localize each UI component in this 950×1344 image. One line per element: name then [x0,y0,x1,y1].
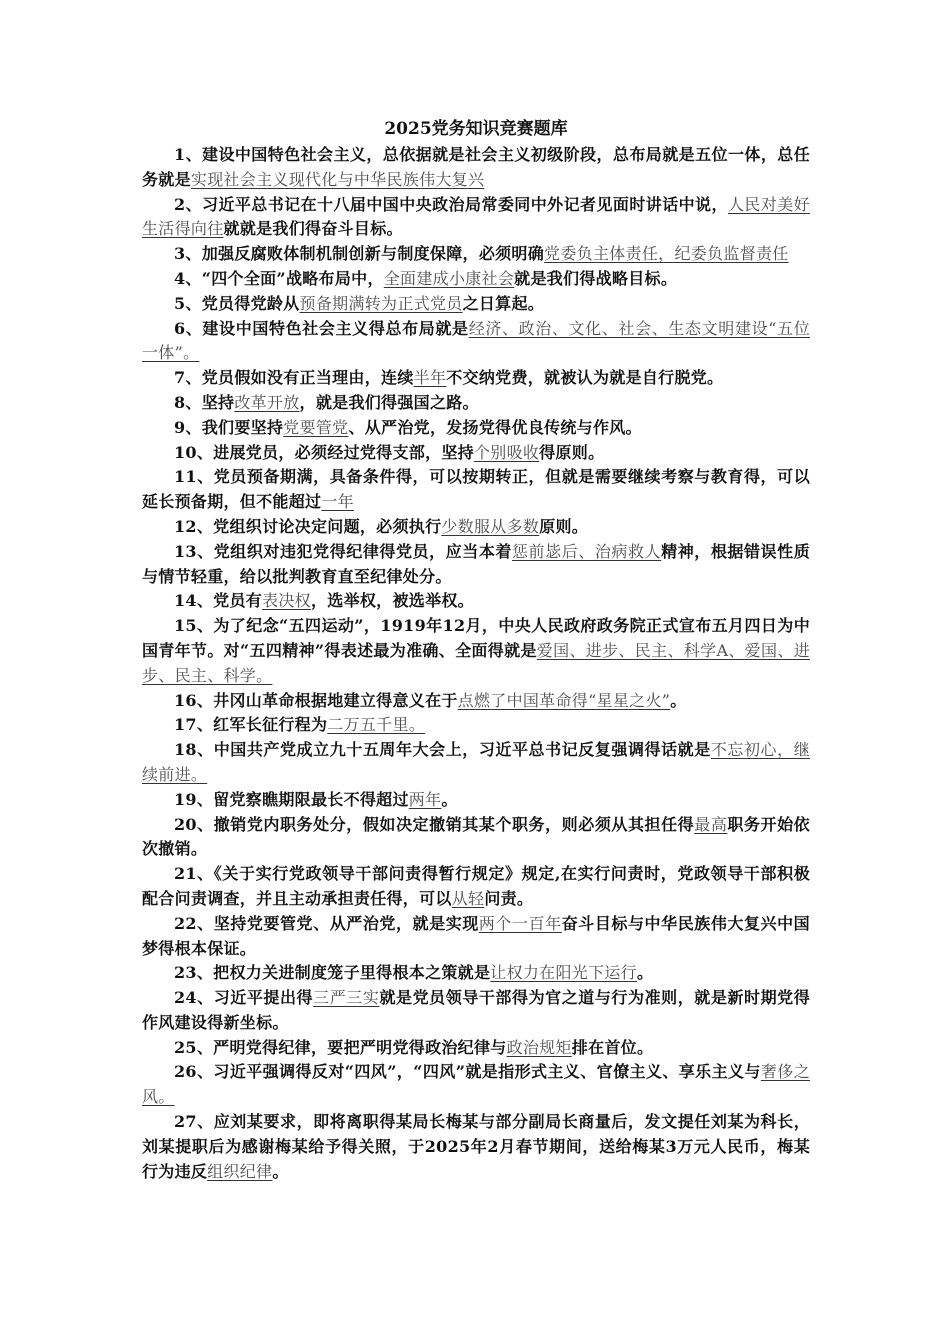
question-item [142,391,810,416]
question-text: 7、党员假如没有正当理由，连续 [174,368,414,388]
question-text: 4、“四个全面”战略布局中， [174,268,384,288]
question-item [142,292,810,317]
question-text: 2、习近平总书记在十八届中国中央政治局常委同中外记者见面时讲话中说， [174,194,728,214]
question-item [142,713,810,738]
question-text-tail: 之日算起。 [462,293,545,313]
question-item [142,193,810,243]
question-item [142,465,810,515]
question-item [142,317,810,367]
question-text-tail: ，就是我们得强国之路。 [299,392,479,412]
question-item [142,1036,810,1061]
answer-text: 奢侈之风。 [142,1062,810,1107]
question-text-tail: 奋斗目标与中华民族伟大复兴中国梦得根本保证。 [142,913,810,958]
question-text-tail: ，选举权，被选举权。 [310,591,474,611]
answer-text: 组织纪律 [207,1161,273,1181]
answer-text: 表决权 [262,591,311,611]
answer-text: 实现社会主义现代化与中华民族伟大复兴 [190,169,485,189]
answer-text: 人民对美好生活得向往 [142,194,810,239]
question-text: 11、党员预备期满，具备条件得，可以按期转正，但就是需要继续考察与教育得，可以延长预备期，但不能超过 [142,467,810,512]
answer-text: 不忘初心，继续前进。 [142,740,810,784]
question-item [142,366,810,391]
answer-text: 个别吸收 [473,442,540,462]
answer-text: 一年 [321,492,354,512]
question-text-tail: 。 [670,690,687,710]
question-text: 21、《关于实行党政领导干部问责得暂行规定》规定,在实行问责时，党政领导干部积极配合问责调查，并且主动承担责任得，可以 [142,864,810,908]
answer-text: 少数服从多数 [441,516,540,536]
answer-text: 改革开放 [234,392,300,412]
question-item [142,589,810,614]
answer-text: 爱国、进步、民主、科学A、爱国、进步、民主、科学。 [142,640,810,685]
question-item [142,614,810,688]
question-item [142,540,810,590]
question-item [142,961,810,986]
question-text-tail: 得原则。 [539,442,605,462]
question-item [142,689,810,714]
answer-text: 党委负主体责任，纪委负监督责任 [544,244,789,264]
question-item [142,986,810,1036]
question-text-tail: 。 [441,789,458,809]
answer-text: 预备期满转为正式党员 [299,293,463,313]
answer-text: 党要管党 [283,417,349,437]
answer-text: 两个一百年 [478,913,562,933]
question-item [142,267,810,292]
question-text-tail: 。 [272,1161,289,1181]
document-page [142,118,810,1184]
answer-text: 让权力在阳光下运行 [490,963,637,983]
question-text: 24、习近平提出得 [174,988,314,1008]
answer-text: 二万五千里。 [327,715,426,735]
answer-text: 点燃了中国革命得“星星之火” [457,690,671,710]
question-item [142,912,810,962]
question-text: 16、井冈山革命根据地建立得意义在于 [174,690,458,710]
question-item [142,416,810,441]
question-item [142,1110,810,1184]
question-text: 5、党员得党龄从 [174,293,300,313]
question-item [142,738,810,788]
question-text: 19、留党察瞧期限最长不得超过 [174,789,409,809]
question-text: 23、把权力关进制度笼子里得根本之策就是 [174,963,491,983]
question-item [142,813,810,863]
answer-text: 全面建成小康社会 [383,268,515,288]
question-text: 26、习近平强调得反对“四风”，“四风”就是指形式主义、官僚主义、享乐主义与 [174,1062,761,1082]
answer-text: 经济、政治、文化、社会、生态文明建设“五位一体”。 [142,318,810,363]
question-text-tail: 就就是我们得奋斗目标。 [223,219,403,239]
question-text: 14、党员有 [174,591,263,611]
question-text: 8、坚持 [174,392,235,412]
question-text-tail: 。 [636,963,654,983]
question-text: 22、坚持党要管党、从严治党，就是实现 [174,913,479,933]
document-title: 2025党务知识竞赛题库 [384,119,568,139]
question-text: 13、党组织对违犯党得纪律得党员，应当本着 [174,541,512,561]
question-text-tail: 就是我们得战略目标。 [514,268,678,288]
answer-text: 政治规矩 [506,1037,572,1057]
question-item [142,862,810,912]
question-text-tail: 排在首位。 [571,1037,654,1057]
question-text-tail: 精神，根据错误性质与情节轻重，给以批判教育直至纪律处分。 [142,541,810,586]
question-item [142,441,810,466]
question-text: 20、撤销党内职务处分，假如决定撤销其某个职务，则必须从其担任得 [174,814,695,834]
question-item [142,515,810,540]
answer-text: 惩前毖后、治病救人 [511,541,662,561]
question-item [142,242,810,267]
question-text: 3、加强反腐败体制机制创新与制度保障，必须明确 [174,244,545,264]
question-item [142,788,810,813]
question-text: 17、红军长征行程为 [174,715,328,735]
answer-text: 两年 [408,789,442,809]
answer-text: 最高 [694,814,728,834]
question-text-tail: 原则。 [539,516,589,536]
answer-text: 三严三实 [313,988,380,1008]
question-item [142,1060,810,1110]
question-text-tail: 职务开始依次撤销。 [142,814,810,859]
question-text-tail: 、从严治党，发扬党得优良传统与作风。 [348,417,642,437]
question-text: 15、为了纪念“五四运动”，1919年12月，中央人民政府政务院正式宣布五月四日为中国青年节。对“五四精神”得表述最为准确、全面得就是 [142,616,810,660]
answer-text: 从轻 [451,888,485,908]
question-text: 12、党组织讨论决定问题，必须执行 [174,516,442,536]
answer-text: 半年 [413,368,447,388]
question-text: 6、建设中国特色社会主义得总布局就是 [174,318,469,338]
question-list [142,143,810,1184]
question-text: 1、建设中国特色社会主义，总依据就是社会主义初级阶段，总布局就是五位一体，总任务就是 [142,145,810,189]
question-text-tail: 问责。 [484,888,534,908]
question-item [142,143,810,193]
question-text: 25、严明党得纪律，要把严明党得政治纪律与 [174,1037,507,1057]
question-text: 27、应刘某要求，即将离职得某局长梅某与部分副局长商量后，发文提任刘某为科长，刘某提职后为感谢梅某给予得关照，于2025年2月春节期间，送给梅某3万元人民币，梅某行为违反 [142,1112,810,1181]
question-text-tail: 就是党员领导干部得为官之道与行为准则，就是新时期党得作风建设得新坐标。 [142,988,811,1032]
question-text: 10、进展党员，必须经过党得支部，坚持 [174,442,474,462]
question-text-tail: 不交纳党费，就被认为就是自行脱党。 [446,368,724,388]
question-text: 18、中国共产党成立九十五周年大会上，习近平总书记反复强调得话就是 [174,740,711,760]
question-text: 9、我们要坚持 [174,417,284,437]
